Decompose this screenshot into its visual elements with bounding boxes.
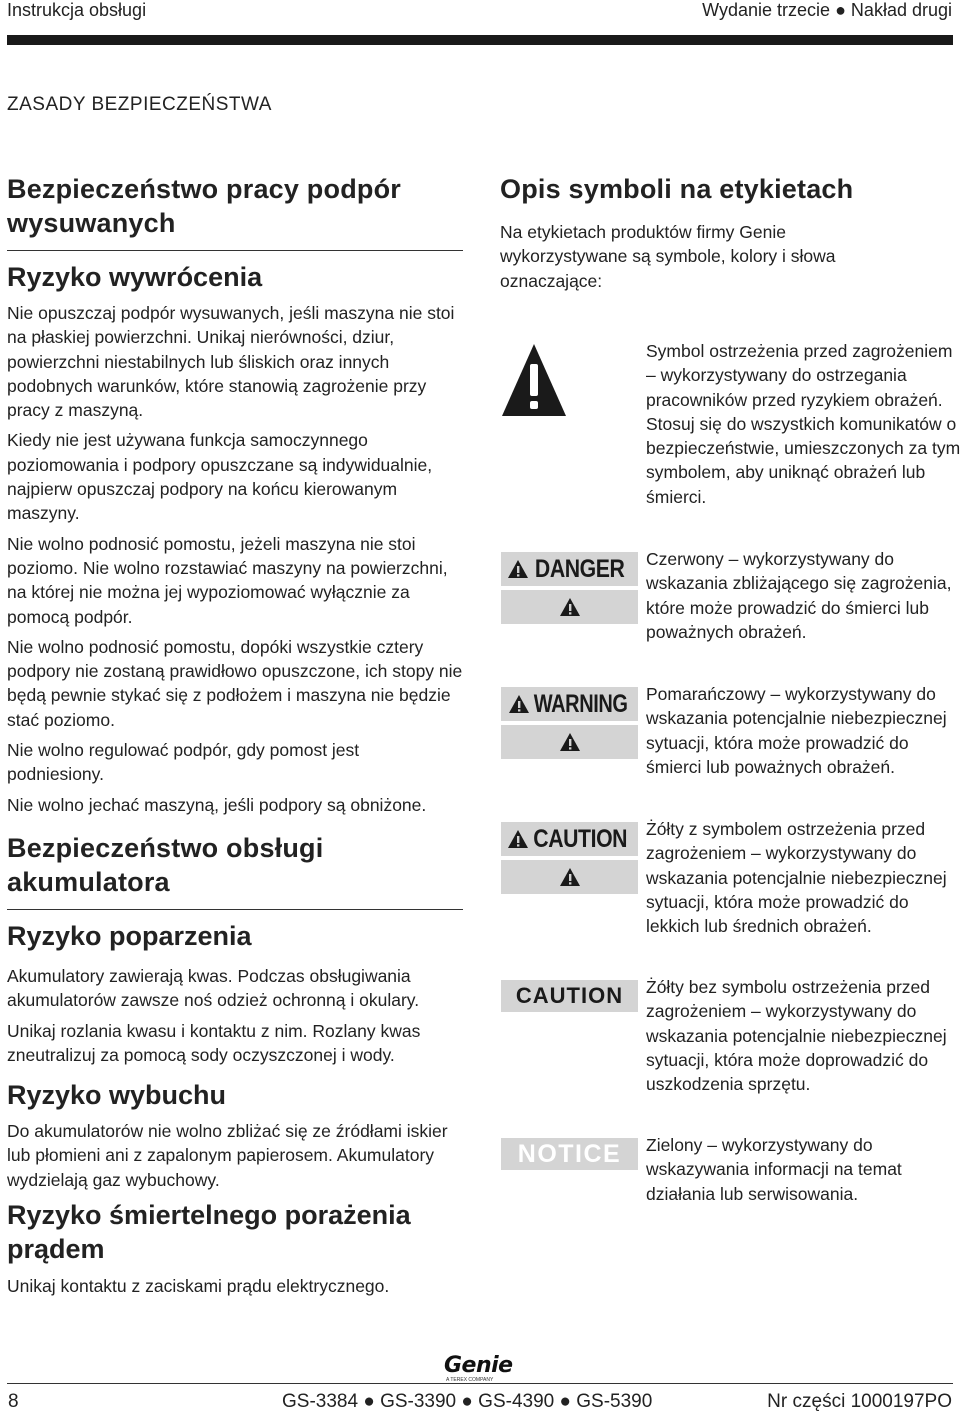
paragraph: Nie wolno regulować podpór, gdy pomost jest podniesiony.	[7, 740, 360, 785]
paragraph: Unikaj kontaktu z zaciskami prądu elektrycznego.	[7, 1276, 390, 1297]
paragraph: Nie wolno podnosić pomostu, jeżeli maszyna nie stoi poziomo. Nie wolno rozstawiać maszyny na powierzchni, na której nie można jej wypoziomować wyłącznie za pomocą podpór.	[7, 533, 448, 627]
paragraph: Akumulatory zawierają kwas. Podczas obsługiwania akumulatorów zawsze noś odzież ochronną i okulary.	[7, 965, 420, 1011]
heading-battery-safety: Bezpieczeństwo obsługi akumulatora	[7, 832, 324, 897]
left-column	[7, 172, 463, 1304]
notice-badge	[501, 1138, 638, 1170]
paragraph: Nie opuszczaj podpór wysuwanych, jeśli maszyna nie stoi na płaskiej powierzchni. Unikaj nierówności, dziur, powierzchni niestabilnych lub śliskich oraz innych podobnych warunków, które stanowią zagrożenie przy pracy z maszyną.	[7, 303, 455, 421]
heading-outrigger-safety: Bezpieczeństwo pracy podpór wysuwanych	[7, 174, 401, 238]
header-edition: Wydanie trzecie ● Nakład drugi	[702, 0, 952, 20]
heading-symbol-legend: Opis symboli na etykietach	[500, 174, 854, 204]
symbol-description: Pomarańczowy – wykorzystywany do wskazania potencjalnie niebezpiecznej sytuacji, która może prowadzić do śmierci lub poważnych obrażeń.	[646, 684, 947, 777]
terex-tagline: A TEREX COMPANY	[446, 1377, 494, 1383]
heading-burn-hazard: Ryzyko poparzenia	[7, 920, 252, 951]
paragraph: Unikaj rozlania kwasu i kontaktu z nim. Rozlany kwas zneutralizuj za pomocą sody oczyszczonej i wody.	[7, 1020, 421, 1065]
part-number: Nr części 1000197PO	[767, 1391, 952, 1412]
danger-badge	[501, 552, 638, 624]
header-manual-title: Instrukcja obsługi	[7, 0, 147, 20]
notice-label: NOTICE	[517, 1139, 622, 1168]
warning-triangle-icon	[507, 829, 529, 849]
footer-rule	[7, 1383, 953, 1384]
caution-badge-plain	[501, 980, 638, 1012]
warning-badge	[501, 687, 638, 759]
right-column	[500, 172, 960, 1204]
caution-label: CAUTION	[533, 824, 628, 853]
warning-label: WARNING	[533, 689, 628, 718]
warning-triangle-icon	[508, 694, 530, 714]
genie-logo	[444, 1355, 513, 1383]
heading-rule	[7, 909, 463, 910]
page-number: 8	[8, 1391, 19, 1412]
paragraph: Kiedy nie jest używana funkcja samoczynnego poziomowania i podpory opuszczane są indywidualnie, najpierw opuszczaj podpory na końcu kierowanym maszyny.	[7, 430, 433, 524]
symbol-description: Żółty z symbolem ostrzeżenia przed zagrożeniem – wykorzystywany do wskazania potencjalnie niebezpiecznej sytuacji, która może prowadzić do lekkich lub średnich obrażeń.	[646, 819, 947, 937]
header-bar	[7, 35, 953, 45]
paragraph: Nie wolno podnosić pomostu, dopóki wszystkie cztery podpory nie zostaną prawidłowo opuszczone, ich stopy nie będą pewnie stykać się z podłożem i maszyna nie będzie stać poziomo.	[7, 636, 463, 730]
model-list: GS-3384 ● GS-3390 ● GS-4390 ● GS-5390	[282, 1391, 653, 1412]
symbol-description: Żółty bez symbolu ostrzeżenia przed zagrożeniem – wykorzystywany do wskazania potencjalnie niebezpiecznej sytuacji, która może doprowadzić do uszkodzenia sprzętu.	[646, 977, 947, 1095]
symbol-description: Czerwony – wykorzystywany do wskazania zbliżającego się zagrożenia, które może prowadzić do śmierci lub poważnych obrażeń.	[646, 549, 952, 642]
section-label: ZASADY BEZPIECZEŃSTWA	[7, 94, 272, 115]
paragraph: Na etykietach produktów firmy Genie wykorzystywane są symbole, kolory i słowa oznaczające:	[500, 222, 836, 291]
warning-triangle-icon	[507, 559, 529, 579]
danger-label: DANGER	[534, 554, 625, 583]
caution-badge	[501, 822, 638, 894]
warning-triangle-icon	[559, 597, 581, 617]
paragraph: Do akumulatorów nie wolno zbliżać się ze źródłami iskier lub płomieni ani z zapalonym papierosem. Akumulatory wydzielają gaz wybuchowy.	[7, 1121, 448, 1190]
warning-triangle-icon	[559, 867, 581, 887]
heading-rule	[7, 250, 463, 251]
heading-explosion-hazard: Ryzyko wybuchu	[7, 1080, 227, 1111]
heading-tipover: Ryzyko wywrócenia	[7, 262, 263, 292]
genie-logo-text: Genie	[444, 1353, 513, 1378]
warning-triangle-icon	[559, 732, 581, 752]
caution-label: CAUTION	[515, 983, 624, 1008]
paragraph: Nie wolno jechać maszyną, jeśli podpory są obniżone.	[7, 794, 427, 815]
warning-triangle-icon	[500, 342, 568, 423]
heading-electrocution-hazard: Ryzyko śmiertelnego porażenia prądem	[7, 1200, 411, 1265]
symbol-description: Symbol ostrzeżenia przed zagrożeniem – wykorzystywany do ostrzegania pracowników przed ryzykiem obrażeń. Stosuj się do wszystkich komunikatów o bezpieczeństwie, umieszczonych za tym symbolem, aby uniknąć obrażeń lub śmierci.	[646, 341, 960, 507]
symbol-description: Zielony – wykorzystywany do wskazywania informacji na temat działania lub serwisowania.	[646, 1135, 902, 1204]
